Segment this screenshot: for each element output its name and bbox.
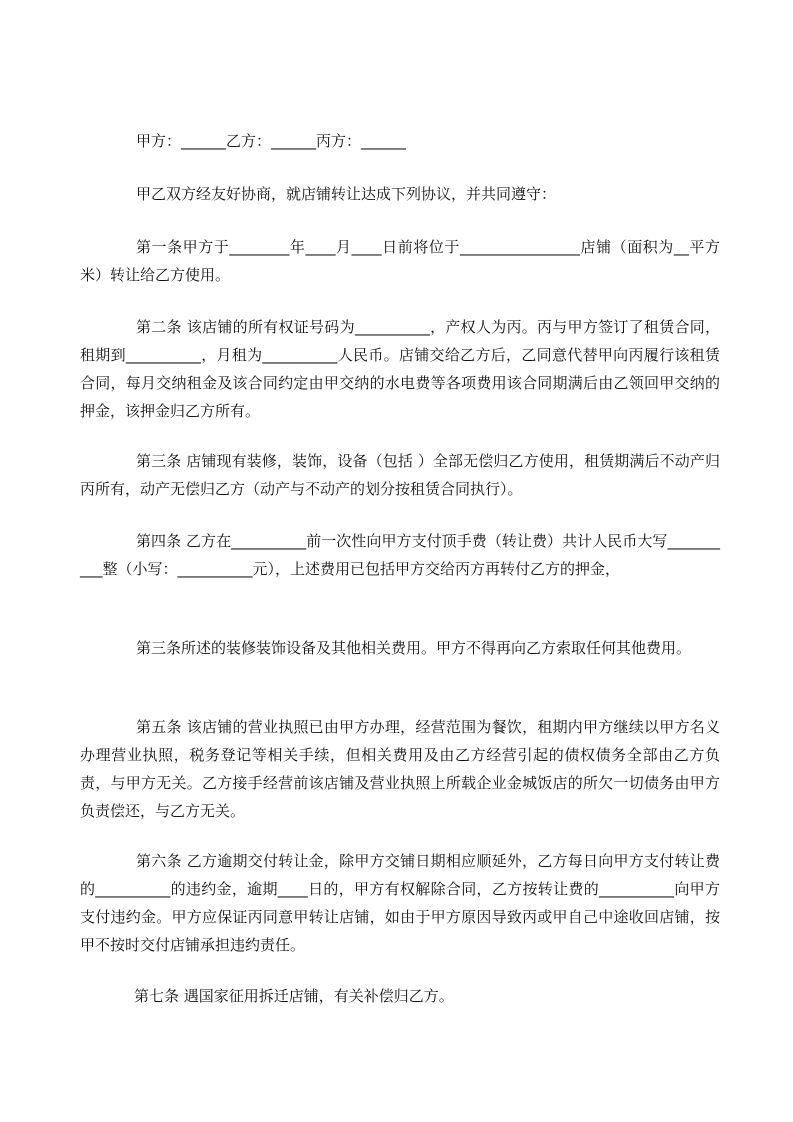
article-1: 第一条甲方于________年____月____日前将位于________________店铺（面积为__平方米）转让给乙方使用。 <box>80 238 720 284</box>
article-7: 第七条 遇国家征用拆迁店铺，有关补偿归乙方。 <box>134 987 454 1005</box>
parties-line: 甲方：______乙方：______丙方：______ <box>136 132 407 150</box>
article-4-continued: 第三条所述的装修装饰设备及其他相关费用。甲方不得再向乙方索取任何其他费用。 <box>136 639 692 657</box>
article-3: 第三条 店铺现有装修，装饰，设备（包括 ）全部无偿归乙方使用，租赁期满后不动产归丙所有，动产无偿归乙方（动产与不动产的划分按租赁合同执行）。 <box>80 452 720 498</box>
intro-paragraph: 甲乙双方经友好协商，就店铺转让达成下列协议，并共同遵守： <box>136 185 557 203</box>
article-4: 第四条 乙方在__________前一次性向甲方支付顶手费（转让费）共计人民币大写__________整（小写：__________元），上述费用已包括甲方交给丙方再转付乙方的押金， <box>80 532 720 578</box>
article-6: 第六条 乙方逾期交付转让金，除甲方交铺日期相应顺延外，乙方每日向甲方支付转让费的__________的违约金，逾期____日的，甲方有权解除合同，乙方按转让费的__________向甲方支付违约金。甲方应保证丙同意甲转让店铺，如由于甲方原因导致丙或甲自己中途收回店铺，按甲不按时交付店铺承担违约责任。 <box>80 852 720 954</box>
article-5: 第五条 该店铺的营业执照已由甲方办理，经营范围为餐饮，租期内甲方继续以甲方名义办理营业执照，税务登记等相关手续，但相关费用及由乙方经营引起的债权债务全部由乙方负责，与甲方无关。乙方接手经营前该店铺及营业执照上所载企业金城饭店的所欠一切债务由甲方负责偿还，与乙方无关。 <box>80 718 720 820</box>
article-2: 第二条 该店铺的所有权证号码为__________，产权人为丙。丙与甲方签订了租赁合同，租期到__________，月租为__________人民币。店铺交给乙方后，乙同意代替甲向丙履行该租赁合同，每月交纳租金及该合同约定由甲交纳的水电费等各项费用该合同期满后由乙领回甲交纳的押金，该押金归乙方所有。 <box>80 318 720 420</box>
